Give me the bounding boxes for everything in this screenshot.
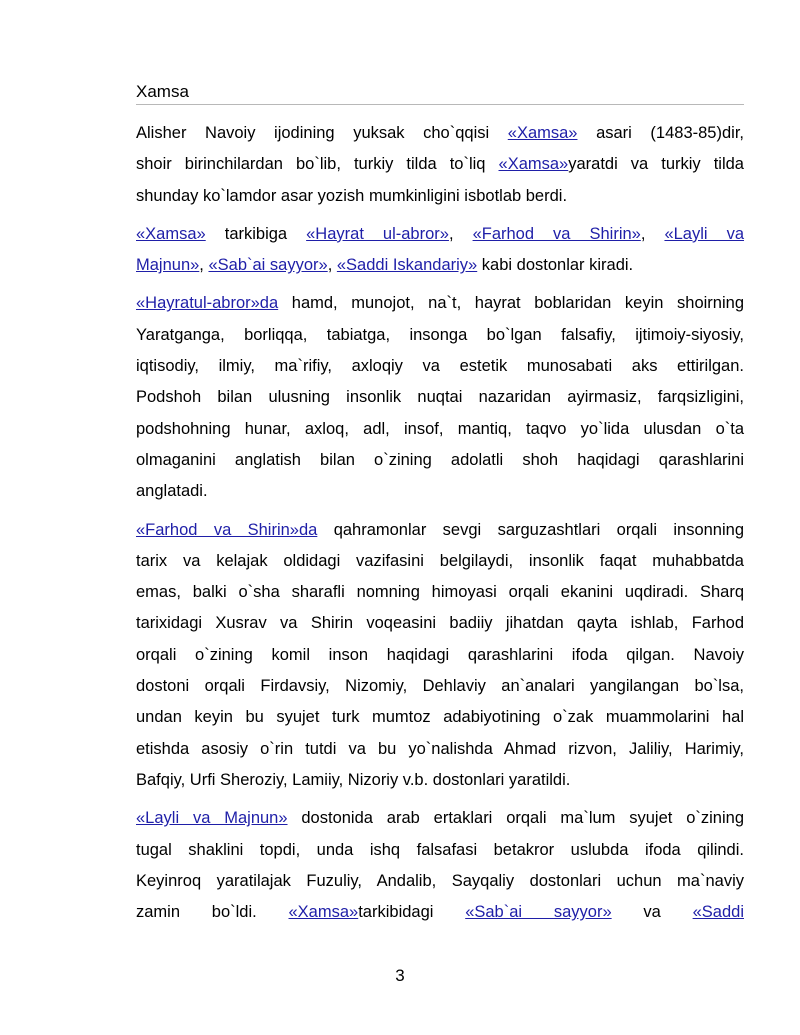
text-run: , — [327, 256, 337, 275]
text-run: anglatadi. — [136, 482, 208, 501]
text-line — [136, 181, 744, 212]
text-run: zamin bo`ldi. — [136, 903, 289, 922]
text-run: kabi dostonlar kiradi. — [477, 256, 634, 275]
text-run: undan keyin bu syujet turk mumtoz adabiyotining o`zak muammolarini hal — [136, 708, 744, 727]
text-line — [136, 702, 744, 733]
document-body — [136, 118, 744, 928]
text-run: shunday ko`lamdor asar yozish mumkinligini isbotlab berdi. — [136, 186, 568, 205]
text-line — [136, 608, 744, 639]
hyperlink[interactable]: «Sab`ai sayyor» — [208, 256, 328, 275]
text-line — [136, 288, 744, 319]
hyperlink[interactable]: «Xamsa» — [136, 224, 206, 243]
hyperlink[interactable]: «Farhod va Shirin» — [472, 224, 641, 243]
text-run: iqtisodiy, ilmiy, ma`rifiy, axloqiy va estetik munosabati aks ettirilgan. — [136, 357, 744, 376]
text-line — [136, 118, 744, 149]
hyperlink[interactable]: «Sab`ai sayyor» — [465, 903, 612, 922]
text-line — [136, 414, 744, 445]
text-line — [136, 734, 744, 765]
hyperlink[interactable]: «Saddi — [692, 903, 744, 922]
hyperlink[interactable]: «Layli va Majnun» — [136, 809, 288, 828]
text-line — [136, 835, 744, 866]
text-run: , — [448, 224, 473, 243]
hyperlink[interactable]: «Xamsa» — [507, 124, 578, 142]
hyperlink[interactable]: «Saddi Iskandariy» — [336, 256, 478, 275]
text-line — [136, 671, 744, 702]
text-line — [136, 320, 744, 351]
text-line — [136, 149, 744, 180]
hyperlink[interactable]: «Hayrat ul-abror» — [306, 224, 449, 243]
text-run: Podshoh bilan ulusning insonlik nuqtai nazaridan ayirmasiz, farqsizligini, — [136, 388, 744, 407]
text-run: tarkibidagi — [358, 903, 466, 922]
text-run: shoir birinchilardan bo`lib, turkiy tilda to`liq — [136, 155, 499, 174]
text-line — [136, 476, 744, 507]
hyperlink[interactable]: «Xamsa» — [498, 155, 569, 174]
text-run: dostonida arab ertaklari orqali ma`lum syujet o`zining — [287, 809, 744, 828]
text-line — [136, 546, 744, 577]
text-run: va — [611, 903, 693, 922]
text-run: Bafqiy, Urfi Sheroziy, Lamiiy, Nizoriy v.b. dostonlari yaratildi. — [136, 770, 571, 789]
hyperlink[interactable]: «Farhod va Shirin»da — [136, 520, 318, 539]
text-run: Keyinroq yaratilajak Fuzuliy, Andalib, Sayqaliy dostonlari uchun ma`naviy — [136, 871, 744, 890]
text-line — [136, 445, 744, 476]
text-run: tarkibiga — [205, 224, 307, 243]
page-number: 3 — [395, 966, 405, 985]
text-line — [136, 803, 744, 834]
text-line — [136, 351, 744, 382]
page-header — [136, 82, 744, 105]
text-run: olmaganini anglatish bilan o`zining adolatli shoh haqidagi qarashlarini — [136, 450, 744, 469]
hyperlink[interactable]: «Xamsa» — [288, 903, 359, 922]
text-line — [136, 577, 744, 608]
text-run: tugal shaklini topdi, unda ishq falsafasi betakror uslubda ifoda qilindi. — [136, 840, 744, 859]
text-run: emas, balki o`sha sharafli nomning himoyasi orqali ekanini uqdiradi. Sharq — [136, 583, 744, 602]
text-run: etishda asosiy o`rin tutdi va bu yo`nalishda Ahmad rizvon, Jaliliy, Harimiy, — [136, 739, 744, 758]
hyperlink[interactable]: Majnun» — [136, 256, 200, 275]
text-run: Yaratganga, borliqqa, tabiatga, insonga bo`lgan falsafiy, ijtimoiy-siyosiy, — [136, 325, 744, 344]
text-run: hamd, munojot, na`t, hayrat boblaridan keyin shoirning — [278, 294, 744, 313]
header-title: Xamsa — [136, 82, 189, 101]
text-line — [136, 765, 744, 796]
text-line — [136, 866, 744, 897]
text-run: dostoni orqali Firdavsiy, Nizomiy, Dehlaviy an`analari yangilangan bo`lsa, — [136, 677, 744, 696]
text-line — [136, 219, 744, 250]
text-run: tarix va kelajak oldidagi vazifasini belgilaydi, insonlik faqat muhabbatda — [136, 551, 744, 570]
text-line — [136, 515, 744, 546]
text-run: , — [199, 256, 209, 275]
text-run: asari (1483-85)dir, — [577, 124, 744, 142]
text-run: , — [640, 224, 665, 243]
text-line — [136, 250, 744, 281]
text-run: qahramonlar sevgi sarguzashtlari orqali insonning — [317, 520, 744, 539]
text-run: yaratdi va turkiy tilda — [568, 155, 744, 174]
hyperlink[interactable]: «Layli va — [664, 224, 745, 243]
text-run: Alisher Navoiy ijodining yuksak cho`qqisi — [136, 124, 508, 142]
text-line — [136, 640, 744, 671]
hyperlink[interactable]: «Hayratul-abror»da — [136, 294, 279, 313]
text-run: orqali o`zining komil inson haqidagi qarashlarini ifoda qilgan. Navoiy — [136, 645, 744, 664]
text-run: tarixidagi Xusrav va Shirin voqeasini badiiy jihatdan qayta ishlab, Farhod — [136, 614, 744, 633]
text-line — [136, 897, 744, 928]
text-line — [136, 382, 744, 413]
text-run: podshohning hunar, axloq, adl, insof, mantiq, taqvo yo`lida ulusdan o`ta — [136, 419, 744, 438]
